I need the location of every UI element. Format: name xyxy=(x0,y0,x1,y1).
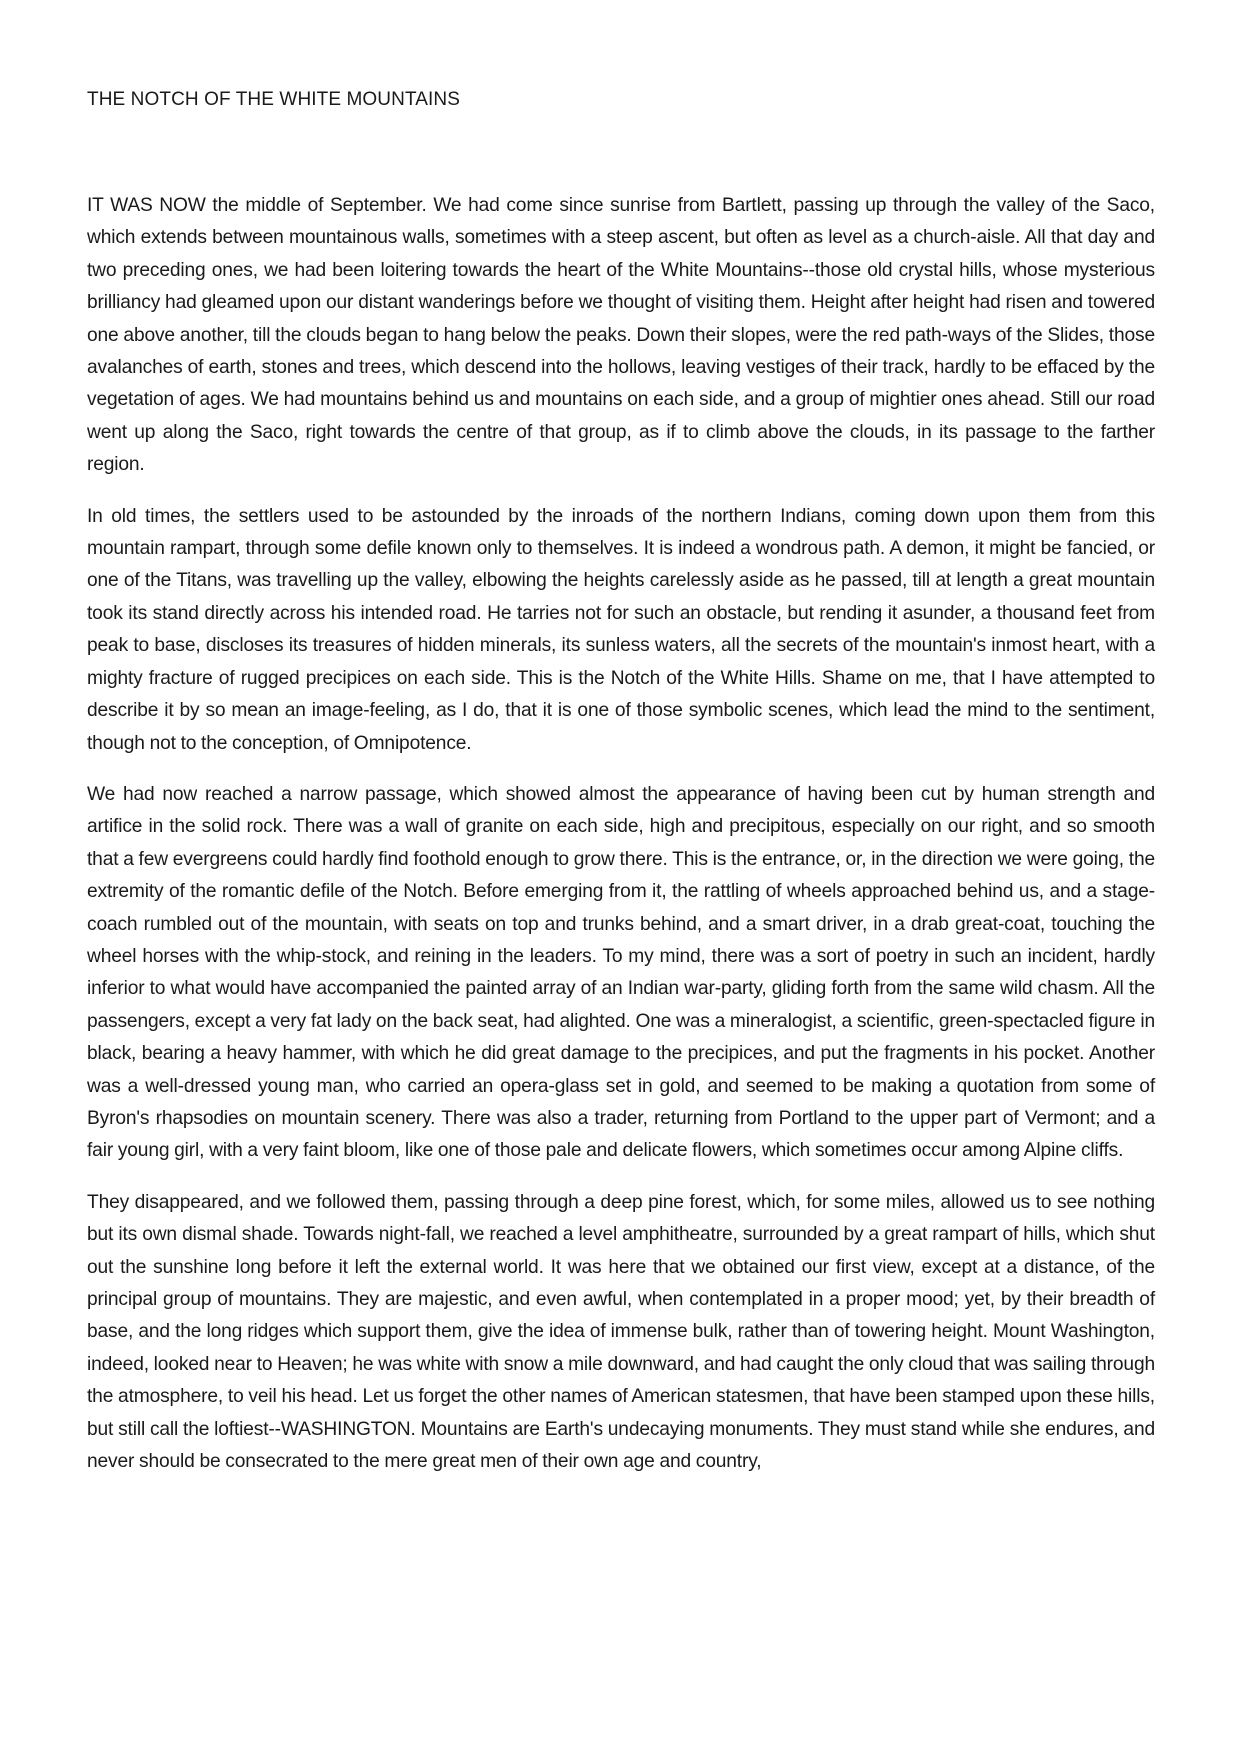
paragraph-4: They disappeared, and we followed them, passing through a deep pine forest, which, for some miles, allowed us to see nothing but its own dismal shade. Towards night-fall, we reached a level amphitheatre, surrounded by a great rampart of hills, which shut out the sunshine long before it left the external world. It was here that we obtained our first view, except at a distance, of the principal group of mountains. They are majestic, and even awful, when contemplated in a proper mood; yet, by their breadth of base, and the long ridges which support them, give the idea of immense bulk, rather than of towering height. Mount Washington, indeed, looked near to Heaven; he was white with snow a mile downward, and had caught the only cloud that was sailing through the atmosphere, to veil his head. Let us forget the other names of American statesmen, that have been stamped upon these hills, but still call the loftiest--WASHINGTON. Mountains are Earth's undecaying monuments. They must stand while she endures, and never should be consecrated to the mere great men of their own age and country, xyxy=(87,1191,1155,1473)
document-body xyxy=(87,190,1155,1478)
paragraph-2: In old times, the settlers used to be astounded by the inroads of the northern Indians, coming down upon them from this mountain rampart, through some defile known only to themselves. It is indeed a wondrous path. A demon, it might be fancied, or one of the Titans, was travelling up the valley, elbowing the heights carelessly aside as he passed, till at length a great mountain took its stand directly across his intended road. He tarries not for such an obstacle, but rending it asunder, a thousand feet from peak to base, discloses its treasures of hidden minerals, its sunless waters, all the secrets of the mountain's inmost heart, with a mighty fracture of rugged precipices on each side. This is the Notch of the White Hills. Shame on me, that I have attempted to describe it by so mean an image-feeling, as I do, that it is one of those symbolic scenes, which lead the mind to the sentiment, though not to the conception, of Omnipotence. xyxy=(87,505,1155,754)
document-page xyxy=(87,0,1155,1755)
paragraph-1: IT WAS NOW the middle of September. We had come since sunrise from Bartlett, passing up through the valley of the Saco, which extends between mountainous walls, sometimes with a steep ascent, but often as level as a church-aisle. All that day and two preceding ones, we had been loitering towards the heart of the White Mountains--those old crystal hills, whose mysterious brilliancy had gleamed upon our distant wanderings before we thought of visiting them. Height after height had risen and towered one above another, till the clouds began to hang below the peaks. Down their slopes, were the red path-ways of the Slides, those avalanches of earth, stones and trees, which descend into the hollows, leaving vestiges of their track, hardly to be effaced by the vegetation of ages. We had mountains behind us and mountains on each side, and a group of mightier ones ahead. Still our road went up along the Saco, right towards the centre of that group, as if to climb above the clouds, in its passage to the farther region. xyxy=(87,195,1155,476)
document-title: THE NOTCH OF THE WHITE MOUNTAINS xyxy=(87,89,460,110)
paragraph-3: We had now reached a narrow passage, which showed almost the appearance of having been cut by human strength and artifice in the solid rock. There was a wall of granite on each side, high and precipitous, especially on our right, and so smooth that a few evergreens could hardly find foothold enough to grow there. This is the entrance, or, in the direction we were going, the extremity of the romantic defile of the Notch. Before emerging from it, the rattling of wheels approached behind us, and a stage-coach rumbled out of the mountain, with seats on top and trunks behind, and a smart driver, in a drab great-coat, touching the wheel horses with the whip-stock, and reining in the leaders. To my mind, there was a sort of poetry in such an incident, hardly inferior to what would have accompanied the painted array of an Indian war-party, gliding forth from the same wild chasm. All the passengers, except a very fat lady on the back seat, had alighted. One was a mineralogist, a scientific, green-spectacled figure in black, bearing a heavy hammer, with which he did great damage to the precipices, and put the fragments in his pocket. Another was a well-dressed young man, who carried an opera-glass set in gold, and seemed to be making a quotation from some of Byron's rhapsodies on mountain scenery. There was also a trader, returning from Portland to the upper part of Vermont; and a fair young girl, with a very faint bloom, like one of those pale and delicate flowers, which sometimes occur among Alpine cliffs. xyxy=(87,783,1155,1162)
